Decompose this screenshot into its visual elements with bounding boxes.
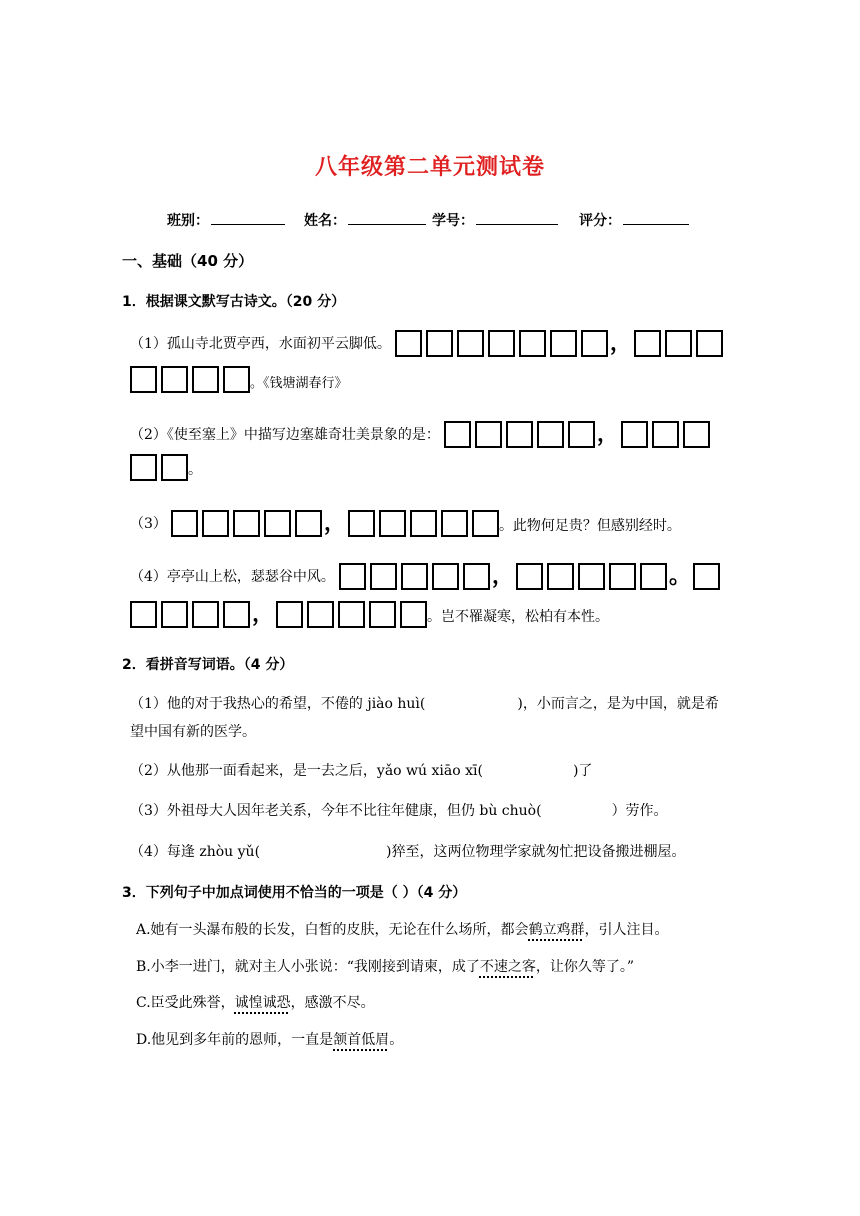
answer-box[interactable]: [410, 510, 437, 537]
info-score: [579, 210, 689, 230]
answer-box[interactable]: [621, 421, 648, 448]
answer-box[interactable]: [475, 421, 502, 448]
q1-item2-line2: [130, 454, 202, 481]
answer-box[interactable]: [370, 563, 397, 590]
answer-box[interactable]: [609, 563, 636, 590]
q3-d-dotted: 颔首低眉: [333, 1032, 390, 1048]
class-label: 班别：: [167, 213, 209, 229]
comma: ，: [323, 510, 346, 536]
q1-item2-line1: [130, 417, 710, 448]
answer-box[interactable]: [130, 366, 157, 393]
q3-option-b[interactable]: [136, 956, 634, 976]
q3-b-pre: B.小李一进门，就对主人小张说：“我刚接到请柬，成了: [136, 959, 480, 975]
q2-item1-b: )，小而言之，是为中国，就是希: [517, 696, 719, 712]
q2-item4-a: （4）每逢 zhòu yǔ(: [130, 844, 261, 860]
comma: ，: [491, 563, 514, 589]
answer-box[interactable]: [696, 330, 723, 357]
answer-box[interactable]: [441, 510, 468, 537]
q2-item2-a: （2）从他那一面看起来，是一去之后，yǎo wú xiāo xī(: [130, 763, 483, 779]
answer-box[interactable]: [161, 366, 188, 393]
answer-box[interactable]: [395, 330, 422, 357]
q1-item4-line1: [130, 559, 720, 590]
class-blank[interactable]: [211, 210, 285, 225]
q2-item3-b: ）劳作。: [611, 803, 668, 819]
answer-box[interactable]: [683, 421, 710, 448]
q2-item4-line: [130, 841, 686, 861]
answer-box[interactable]: [369, 601, 396, 628]
answer-box[interactable]: [223, 601, 250, 628]
q1-item1-suffix: 。《钱塘湖春行》: [250, 376, 348, 391]
page-title: 八年级第二单元测试卷: [314, 155, 545, 180]
q3-d-post: 。: [389, 1032, 404, 1048]
id-blank[interactable]: [476, 210, 558, 225]
answer-box[interactable]: [348, 510, 375, 537]
score-blank[interactable]: [623, 210, 689, 225]
q3-a-pre: A.她有一头瀑布般的长发，白皙的皮肤，无论在什么场所，都会: [136, 922, 529, 938]
q1-item3-prefix: （3）: [130, 516, 167, 532]
q1-item2-text: （2）《使至塞上》中描写边塞雄奇壮美景象的是：: [130, 427, 440, 443]
answer-box[interactable]: [516, 563, 543, 590]
answer-box[interactable]: [640, 563, 667, 590]
answer-box[interactable]: [463, 563, 490, 590]
q1-item1-text: （1）孤山寺北贾亭西，水面初平云脚低。: [130, 336, 391, 352]
answer-box[interactable]: [192, 601, 219, 628]
answer-box[interactable]: [276, 601, 303, 628]
answer-box[interactable]: [488, 330, 515, 357]
section-heading: 一、基础（40 分）: [122, 252, 254, 270]
answer-box[interactable]: [202, 510, 229, 537]
q3-option-a[interactable]: [136, 919, 669, 939]
answer-box[interactable]: [568, 421, 595, 448]
comma: ，: [596, 421, 619, 447]
score-label: 评分：: [579, 213, 621, 229]
answer-box[interactable]: [457, 330, 484, 357]
answer-box[interactable]: [401, 563, 428, 590]
q3-heading: 3．下列句子中加点词使用不恰当的一项是（ ）（4 分）: [122, 885, 467, 901]
info-id: [432, 210, 558, 230]
answer-box[interactable]: [379, 510, 406, 537]
q1-item2-suffix: 。: [188, 462, 202, 478]
answer-box[interactable]: [665, 330, 692, 357]
q3-c-post: ，感激不尽。: [290, 995, 375, 1011]
answer-box[interactable]: [161, 454, 188, 481]
answer-box[interactable]: [578, 563, 605, 590]
q1-item4-line2: [130, 597, 609, 628]
answer-box[interactable]: [192, 366, 219, 393]
q1-item3-suffix: 。此物何足贵？但感别经时。: [498, 518, 681, 534]
q3-a-dotted: 鹤立鸡群: [528, 922, 585, 938]
answer-box[interactable]: [693, 563, 720, 590]
answer-box[interactable]: [400, 601, 427, 628]
answer-box[interactable]: [472, 510, 499, 537]
q3-a-post: ，引人注目。: [584, 922, 669, 938]
q2-item2-b: )了: [572, 763, 593, 779]
answer-box[interactable]: [233, 510, 260, 537]
q1-item4-suffix: 。岂不罹凝寒，松柏有本性。: [427, 609, 610, 625]
answer-box[interactable]: [550, 330, 577, 357]
q2-item1-line1: [130, 693, 719, 713]
q2-item3-a: （3）外祖母大人因年老关系，今年不比往年健康，但仍 bù chuò(: [130, 803, 542, 819]
info-class: [167, 210, 285, 230]
q2-item3-line: [130, 800, 668, 820]
answer-box[interactable]: [171, 510, 198, 537]
answer-box[interactable]: [264, 510, 291, 537]
answer-box[interactable]: [652, 421, 679, 448]
period: 。: [668, 563, 691, 589]
comma: ，: [252, 601, 275, 627]
answer-box[interactable]: [339, 563, 366, 590]
answer-box[interactable]: [519, 330, 546, 357]
q3-d-pre: D.他见到多年前的恩师，一直是: [136, 1032, 334, 1048]
answer-box[interactable]: [634, 330, 661, 357]
info-name: [304, 210, 426, 230]
id-label: 学号：: [432, 213, 474, 229]
answer-box[interactable]: [537, 421, 564, 448]
q1-item1-line1: [130, 326, 723, 357]
q3-b-dotted: 不速之客: [479, 959, 536, 975]
q2-item2-line: [130, 760, 592, 780]
answer-box[interactable]: [295, 510, 322, 537]
q1-heading: 1．根据课文默写古诗文。（20 分）: [122, 294, 346, 310]
name-label: 姓名：: [304, 213, 346, 229]
q1-item3-line: [130, 506, 681, 537]
q3-b-post: ，让你久等了。”: [535, 959, 635, 975]
answer-box[interactable]: [444, 421, 471, 448]
answer-box[interactable]: [338, 601, 365, 628]
answer-box[interactable]: [130, 601, 157, 628]
answer-box[interactable]: [161, 601, 188, 628]
answer-box[interactable]: [506, 421, 533, 448]
q2-item1-c: 望中国有新的医学。: [130, 724, 256, 740]
q1-item1-line2: [130, 366, 348, 393]
q2-item4-b: )猝至，这两位物理学家就匆忙把设备搬进棚屋。: [386, 844, 686, 860]
q2-item1-a: （1）他的对于我热心的希望，不倦的 jiào huì(: [130, 696, 426, 712]
q2-heading: 2．看拼音写词语。（4 分）: [122, 657, 294, 673]
q3-c-dotted: 诚惶诚恐: [234, 995, 291, 1011]
answer-box[interactable]: [581, 330, 608, 357]
answer-box[interactable]: [432, 563, 459, 590]
answer-box[interactable]: [547, 563, 574, 590]
comma: ，: [609, 330, 632, 356]
q1-item4-text: （4）亭亭山上松，瑟瑟谷中风。: [130, 569, 335, 585]
answer-box[interactable]: [223, 366, 250, 393]
q3-c-pre: C.臣受此殊誉，: [136, 995, 235, 1011]
answer-box[interactable]: [426, 330, 453, 357]
q3-option-c[interactable]: [136, 992, 375, 1012]
name-blank[interactable]: [348, 210, 426, 225]
answer-box[interactable]: [130, 454, 157, 481]
answer-box[interactable]: [307, 601, 334, 628]
q3-option-d[interactable]: [136, 1029, 403, 1049]
